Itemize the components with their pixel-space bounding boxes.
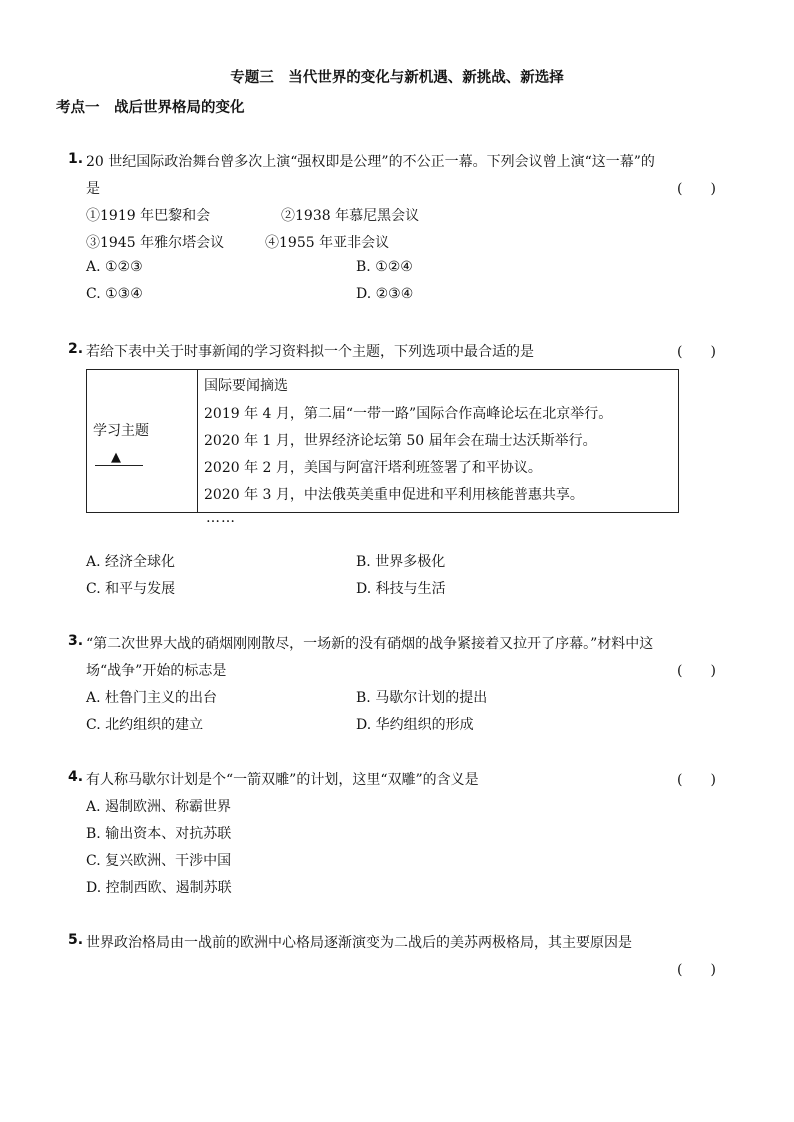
option-b[interactable]: B. ①②④: [356, 259, 413, 275]
section-heading: 考点一 战后世界格局的变化: [56, 100, 245, 116]
news-heading: 国际要闻摘选: [204, 378, 288, 394]
question-number: 3.: [68, 633, 84, 649]
answer-blank[interactable]: ( ): [677, 663, 716, 679]
option-b[interactable]: B. 世界多极化: [356, 554, 446, 570]
item: ①1919 年巴黎和会: [86, 208, 211, 224]
item: ④1955 年亚非会议: [265, 235, 390, 251]
triangle-icon: ▲: [111, 450, 121, 465]
question-stem: 20 世纪国际政治舞台曾多次上演“强权即是公理”的不公正一幕。下列会议曾上演“这一幕”的: [86, 154, 655, 170]
question-number: 4.: [68, 769, 84, 785]
answer-blank[interactable]: ( ): [677, 962, 716, 978]
news-line: 2020 年 3 月，中法俄英美重申促进和平利用核能普惠共享。: [204, 487, 584, 503]
topic-label: 学习主题: [93, 423, 149, 439]
item: ③1945 年雅尔塔会议: [86, 235, 225, 251]
question-number: 1.: [68, 151, 84, 167]
question-stem-cont: 场“战争”开始的标志是: [86, 663, 227, 679]
ellipsis: ……: [206, 510, 236, 526]
news-line: 2020 年 1 月，世界经济论坛第 50 届年会在瑞士达沃斯举行。: [204, 433, 597, 449]
answer-blank[interactable]: ( ): [677, 181, 716, 197]
option-a[interactable]: A. 杜鲁门主义的出台: [86, 690, 218, 706]
topic-blank-line: [95, 465, 143, 466]
question-number: 2.: [68, 341, 84, 357]
option-a[interactable]: A. ①②③: [86, 259, 143, 275]
question-stem: 若给下表中关于时事新闻的学习资料拟一个主题，下列选项中最合适的是: [86, 344, 534, 360]
item: ②1938 年慕尼黑会议: [281, 208, 420, 224]
question-stem: 有人称马歇尔计划是个“一箭双雕”的计划，这里“双雕”的含义是: [86, 772, 479, 788]
question-stem-cont: 是: [86, 181, 100, 197]
topic-cell: [87, 370, 198, 513]
option-b[interactable]: B. 马歇尔计划的提出: [356, 690, 488, 706]
option-a[interactable]: A. 经济全球化: [86, 554, 176, 570]
answer-blank[interactable]: ( ): [677, 344, 716, 360]
page-title: 专题三 当代世界的变化与新机遇、新挑战、新选择: [230, 70, 564, 86]
option-d[interactable]: D. ②③④: [356, 286, 414, 302]
question-stem: 世界政治格局由一战前的欧洲中心格局逐渐演变为二战后的美苏两极格局，其主要原因是: [86, 935, 632, 951]
news-table: [86, 369, 679, 513]
option-d[interactable]: D. 控制西欧、遏制苏联: [86, 880, 232, 896]
option-c[interactable]: C. ①③④: [86, 286, 143, 302]
option-b[interactable]: B. 输出资本、对抗苏联: [86, 826, 232, 842]
option-d[interactable]: D. 科技与生活: [356, 581, 446, 597]
option-a[interactable]: A. 遏制欧洲、称霸世界: [86, 799, 232, 815]
news-cell: [198, 370, 679, 513]
question-stem: “第二次世界大战的硝烟刚刚散尽，一场新的没有硝烟的战争紧接着又拉开了序幕。”材料中这: [86, 636, 654, 652]
news-line: 2019 年 4 月，第二届“一带一路”国际合作高峰论坛在北京举行。: [204, 406, 613, 422]
answer-blank[interactable]: ( ): [677, 772, 716, 788]
option-c[interactable]: C. 复兴欧洲、干涉中国: [86, 853, 232, 869]
option-c[interactable]: C. 北约组织的建立: [86, 717, 204, 733]
question-number: 5.: [68, 932, 84, 948]
news-line: 2020 年 2 月，美国与阿富汗塔利班签署了和平协议。: [204, 460, 542, 476]
option-c[interactable]: C. 和平与发展: [86, 581, 176, 597]
option-d[interactable]: D. 华约组织的形成: [356, 717, 474, 733]
